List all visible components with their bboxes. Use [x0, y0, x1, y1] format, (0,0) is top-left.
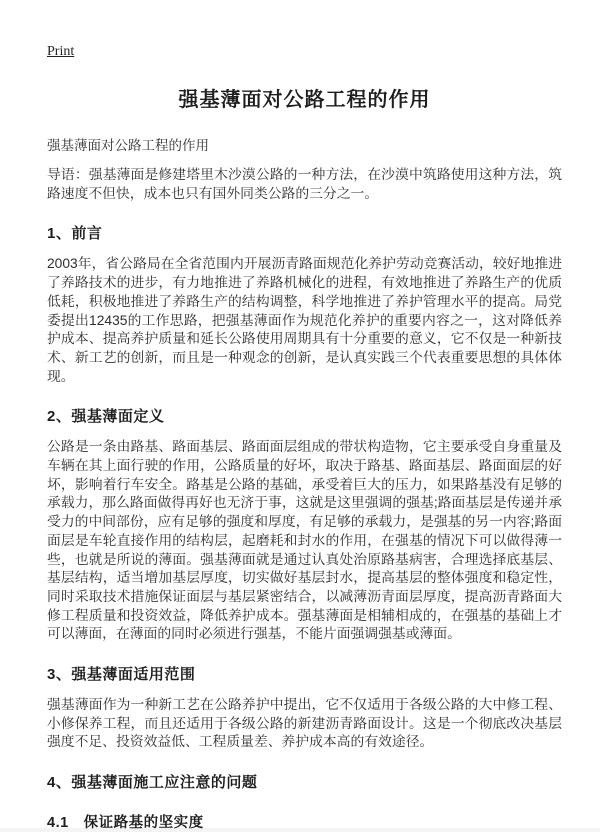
section-heading: 1、前言: [47, 225, 103, 243]
paragraph: 强基薄面作为一种新工艺在公路养护中提出，它不仅适用于各级公路的大中修工程、小修保养工程，而且还适用于各级公路的新建沥青路面设计。这是一个彻底改决基层强度不足、投资效益低、工程质量差、养护成本高的有效途径。: [47, 697, 562, 750]
section-heading: 4.1 保证路基的坚实度: [47, 815, 204, 832]
paragraph: 公路是一条由路基、路面基层、路面面层组成的带状构造物，它主要承受自身重量及车辆在其上面行驶的作用，公路质量的好坏，取决于路基、路面基层、路面面层的好坏，影响着行车安全。路基是公路的基础，承受着巨大的压力，如果路基没有足够的承载力，那么路面做得再好也无济于事，这就是这里强调的强基;路面基层是传递并承受力的中间部份，应有足够的强度和厚度，有足够的承载力，是强基的另一内容;路面面层是车轮直接作用的结构层，起磨耗和封水的作用，在强基的情况下可以做得薄一些，也就是所说的薄面。强基薄面就是通过认真处治原路基病害，合理选择底基层、基层结构，适当增加基层厚度，切实做好基层封水，提高基层的整体强度和稳定性，同时采取技术措施保证面层与基层紧密结合，以减薄沥青面层厚度，提高沥青路面大修工程质量和投资效益，降低养护成本。强基薄面是相辅相成的，在强基的基础上才可以薄面，在薄面的同时必须进行强基，不能片面强调强基或薄面。: [47, 439, 562, 642]
paragraph: 2003年，省公路局在全省范围内开展沥青路面规范化养护劳动竞赛活动，较好地推进了养路技术的进步，有力地推进了养路机械化的进程，有效地推进了养路生产的优质低耗，积极地推进了养路生产的结构调整，科学地推进了养护管理水平的提高。局党委提出12435的工作思路，把强基薄面作为规范化养护的重要内容之一，这对降低养护成本、提高养护质量和延长公路使用周期具有十分重要的意义，它不仅是一种新技术、新工艺的创新，而且是一种观念的创新，是认真实践三个代表重要思想的具体体现。: [47, 256, 562, 384]
section-construction-issues: [47, 771, 562, 792]
section-roadbed-solidity: [47, 811, 562, 832]
lead-paragraph: 导语：强基薄面是修建塔里木沙漠公路的一种方法，在沙漠中筑路使用这种方法，筑路速度不但快，成本也只有国外同类公路的三分之一。: [47, 167, 562, 201]
section-definition: [47, 405, 562, 644]
section-heading: 2、强基薄面定义: [47, 408, 165, 426]
section-foreword: [47, 222, 562, 386]
section-scope: [47, 663, 562, 752]
print-link[interactable]: Print: [47, 44, 75, 59]
section-heading: 4、强基薄面施工应注意的问题: [47, 774, 258, 792]
page-title: 强基薄面对公路工程的作用: [178, 89, 431, 111]
article-subtitle: 强基薄面对公路工程的作用: [47, 138, 209, 153]
section-heading: 3、强基薄面适用范围: [47, 666, 196, 684]
